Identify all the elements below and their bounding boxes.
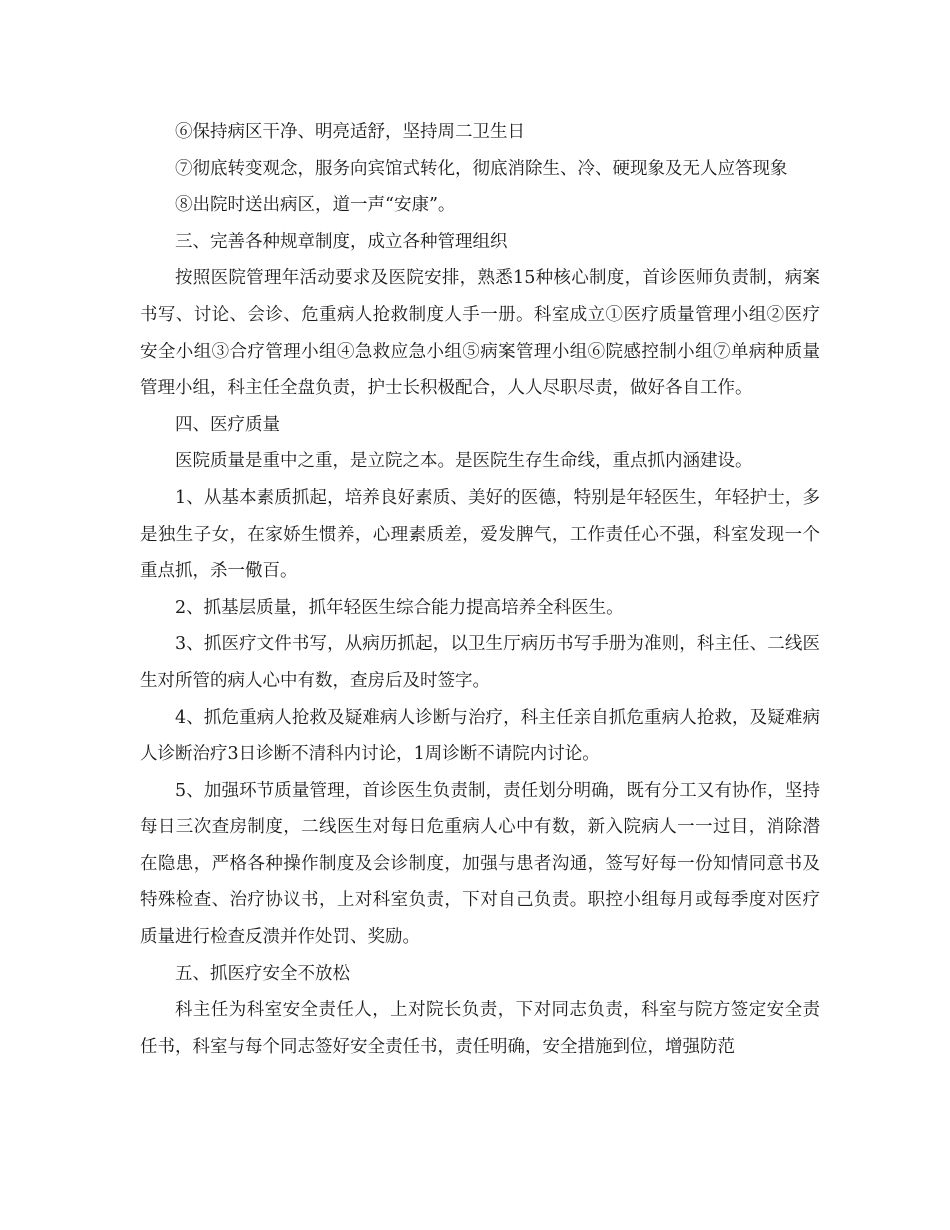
paragraph: ⑧出院时送出病区，道一声“安康”。 (175, 195, 456, 216)
paragraph: 按照医院管理年活动要求及医院安排，熟悉15种核心制度，首诊医师负责制，病案书写、讨论、会诊、危重病人抢救制度人手一册。科室成立①医疗质量管理小组②医疗安全小组③合疗管理小组④急救应急小组⑤病案管理小组⑥院感控制小组⑦单病种质量管理小组，科主任全盘负责，护士长积极配合，人人尽职尽责，做好各自工作。 (140, 268, 820, 399)
document-page (140, 114, 820, 1065)
section-heading: 四、医疗质量 (175, 414, 280, 435)
paragraph: ⑥保持病区干净、明亮适舒，坚持周二卫生日 (175, 122, 525, 142)
paragraph: 1、从基本素质抓起，培养良好素质、美好的医德，特别是年轻医生，年轻护士，多是独生子女，在家娇生惯养，心理素质差，爱发脾气，工作责任心不强，科室发现一个重点抓，杀一儆百。 (140, 487, 820, 582)
section-heading: 五、抓医疗安全不放松 (175, 963, 350, 984)
paragraph: 2、抓基层质量，抓年轻医生综合能力提高培养全科医生。 (175, 597, 624, 618)
paragraph: 3、抓医疗文件书写，从病历抓起，以卫生厅病历书写手册为准则，科主任、二线医生对所管的病人心中有数，查房后及时签字。 (140, 634, 820, 691)
paragraph: ⑦彻底转变观念，服务向宾馆式转化，彻底消除生、冷、硬现象及无人应答现象 (175, 158, 788, 179)
section-heading: 三、完善各种规章制度，成立各种管理组织 (175, 231, 508, 252)
paragraph: 5、加强环节质量管理，首诊医生负责制，责任划分明确，既有分工又有协作，坚持每日三次查房制度，二线医生对每日危重病人心中有数，新入院病人一一过目，消除潜在隐患，严格各种操作制度及会诊制度，加强与患者沟通，签写好每一份知情同意书及特殊检查、治疗协议书，上对科室负责，下对自己负责。职控小组每月或每季度对医疗质量进行检查反溃并作处罚、奖励。 (140, 780, 820, 948)
paragraph: 医院质量是重中之重，是立院之本。是医院生存生命线，重点抓内涵建设。 (175, 451, 753, 472)
paragraph: 科主任为科室安全责任人，上对院长负责，下对同志负责，科室与院方签定安全责任书，科室与每个同志签好安全责任书，责任明确，安全措施到位，增强防范 (140, 1000, 820, 1057)
paragraph: 4、抓危重病人抢救及疑难病人诊断与治疗，科主任亲自抓危重病人抢救，及疑难病人诊断治疗3日诊断不清科内讨论，1周诊断不请院内讨论。 (140, 707, 820, 765)
